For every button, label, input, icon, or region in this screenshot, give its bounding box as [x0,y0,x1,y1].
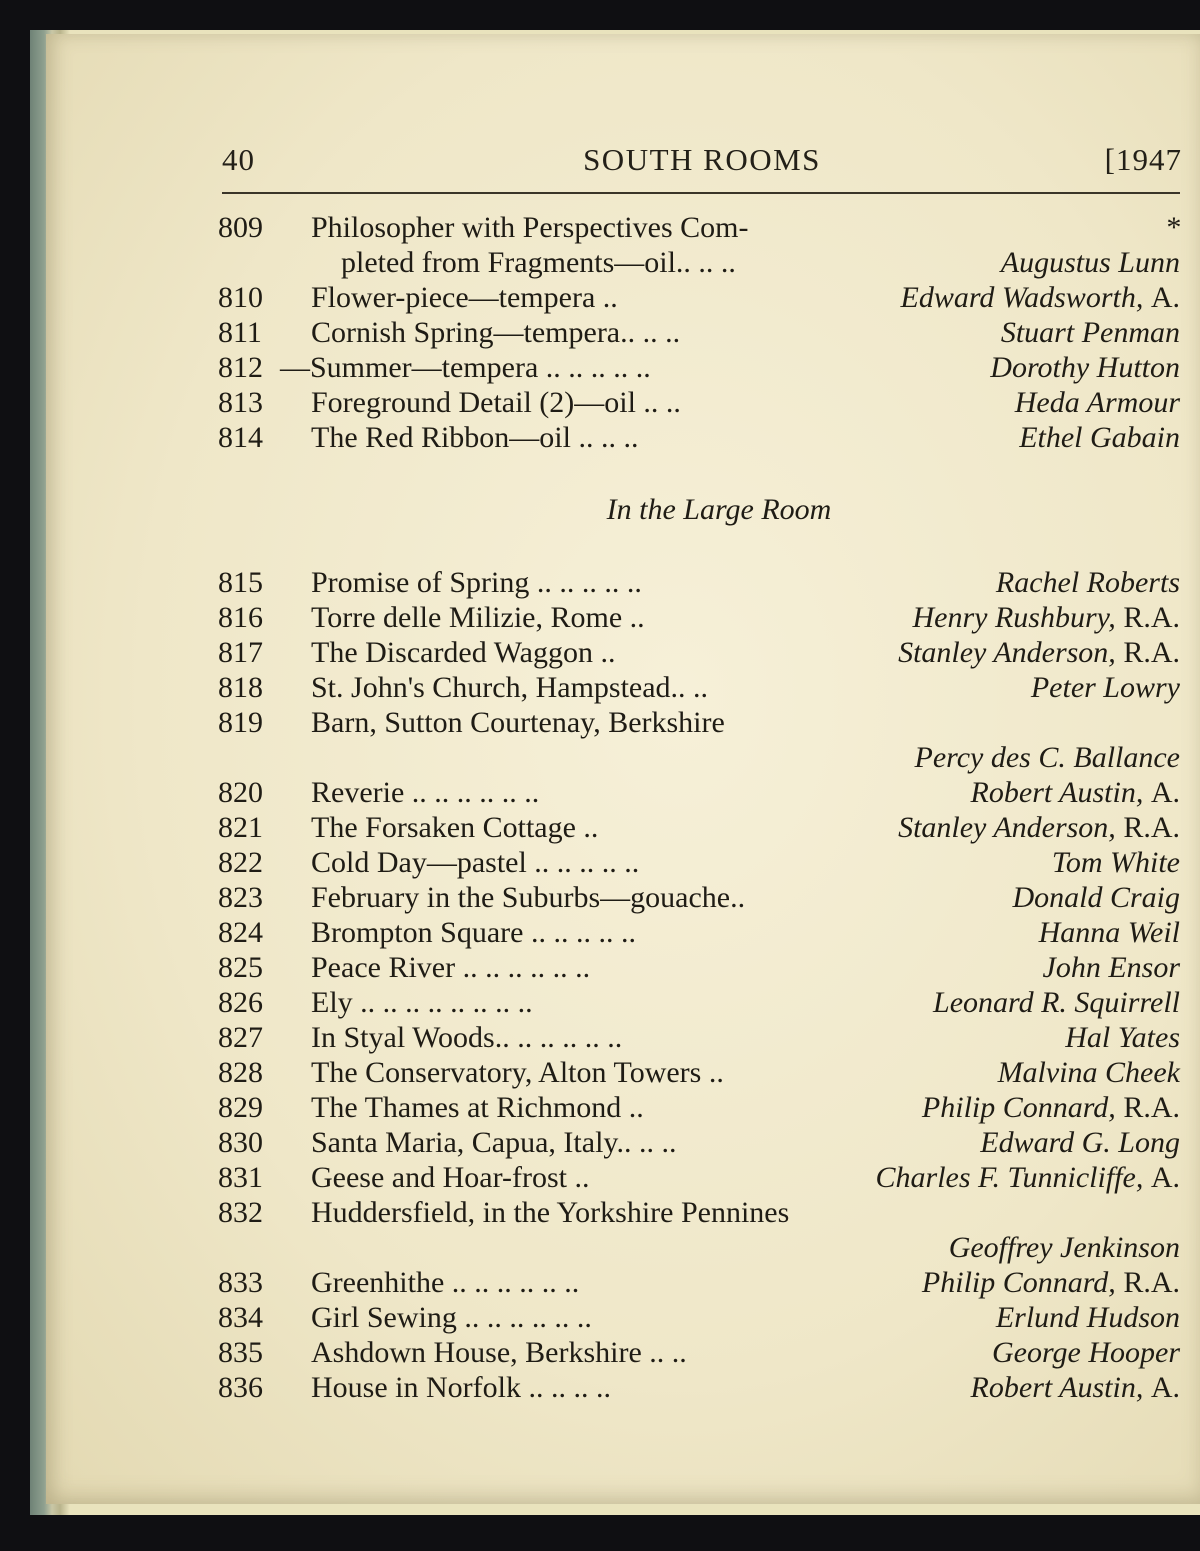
artist-name: Erlund Hudson [995,1301,1180,1334]
artist-rank: R.A. [1123,636,1180,669]
entry-title: Girl Sewing .. .. .. .. .. .. [311,1301,592,1334]
entry-artist [992,1335,1180,1370]
artist-name: Tom White [1051,846,1180,879]
entry-title: Peace River .. .. .. .. .. .. [311,951,591,984]
entry-artist [1165,210,1180,245]
entry-title: Flower-piece—tempera .. [311,281,618,314]
catalogue-entry [218,1370,1180,1405]
artist-name: Henry Rushbury, [912,601,1116,634]
entry-title: Santa Maria, Capua, Italy.. .. .. [311,1126,677,1159]
entry-artist [1015,385,1180,420]
entry-number: 809 [218,211,263,244]
artist-name: Peter Lowry [1030,671,1180,704]
entry-title: Greenhithe .. .. .. .. .. .. [311,1266,580,1299]
entry-title: The Conservatory, Alton Towers .. [311,1056,724,1089]
entry-number: 813 [218,386,263,419]
entry-artist [1039,915,1180,950]
entry-title: Brompton Square .. .. .. .. .. [311,916,636,949]
entry-title: The Thames at Richmond .. [311,1091,644,1124]
entry-title: February in the Suburbs—gouache.. [311,881,746,914]
entry-artist [898,810,1180,845]
catalogue-entry [218,740,1180,775]
entry-number: 821 [218,811,263,844]
entry-number: 827 [218,1021,263,1054]
artist-name: Rachel Roberts [995,566,1180,599]
entry-title: Torre delle Milizie, Rome .. [311,601,645,634]
catalogue-entry [218,635,1180,670]
page-header [222,142,1182,182]
catalogue-entry [218,705,1180,740]
catalogue-entry [218,1335,1180,1370]
entry-number: 816 [218,601,263,634]
catalogue-entry [218,880,1180,915]
entry-artist [996,1300,1180,1335]
entry-number: 818 [218,671,263,704]
entry-artist [1019,420,1180,455]
entry-artist [1001,245,1180,280]
entry-artist [922,1090,1180,1125]
artist-name: Leonard R. Squirrell [933,986,1180,1019]
entry-title: The Discarded Waggon .. [311,636,616,669]
artist-name: Hanna Weil [1038,916,1180,949]
catalogue-entry [218,950,1180,985]
artist-rank: R.A. [1123,811,1180,844]
catalogue-entry [218,1265,1180,1300]
artist-rank: A. [1150,1161,1180,1194]
entries-large-room [218,565,1180,1405]
artist-name: Geoffrey Jenkinson [948,1231,1180,1264]
entry-number: 830 [218,1126,263,1159]
entry-number: 825 [218,951,263,984]
artist-name: Dorothy Hutton [990,351,1180,384]
entry-title: Cold Day—pastel .. .. .. .. .. [311,846,640,879]
artist-name: Ethel Gabain [1019,421,1180,454]
catalogue-entry [218,1195,1180,1230]
entry-artist [933,985,1180,1020]
entry-artist [949,1230,1180,1265]
entries-south-rooms [218,210,1180,455]
artist-name: Edward Wadsworth, [900,281,1144,314]
entry-number: 834 [218,1301,263,1334]
entry-artist [971,1370,1180,1405]
artist-name: Percy des C. Ballance [914,741,1180,774]
catalogue-entry [218,600,1180,635]
catalogue-entry [218,420,1180,455]
entry-number: 817 [218,636,263,669]
artist-name: Hal Yates [1065,1021,1180,1054]
catalogue-entry [218,810,1180,845]
entry-artist [996,565,1180,600]
entry-artist [971,775,1180,810]
entry-artist [1012,880,1180,915]
entry-title: House in Norfolk .. .. .. .. [311,1371,611,1404]
entry-number: 819 [218,706,263,739]
catalogue-entry [218,845,1180,880]
artist-name: Malvina Cheek [997,1056,1180,1089]
artist-name: Edward G. Long [980,1126,1180,1159]
entry-number: 810 [218,281,263,314]
entry-number: 823 [218,881,263,914]
entry-title: The Forsaken Cottage .. [311,811,599,844]
entry-title: Philosopher with Perspectives Com- [311,211,749,244]
entry-artist [913,600,1181,635]
entry-title: Promise of Spring .. .. .. .. .. [311,566,642,599]
catalogue-entries [218,210,1180,1405]
entry-number: 824 [218,916,263,949]
entry-title: Geese and Hoar-frost .. [311,1161,590,1194]
entry-title: St. John's Church, Hampstead.. .. [311,671,709,704]
catalogue-entry [218,985,1180,1020]
artist-rank: A. [1150,776,1180,809]
entry-title: Ashdown House, Berkshire .. .. [311,1336,687,1369]
entry-number: 815 [218,566,263,599]
artist-name: Charles F. Tunnicliffe, [875,1161,1144,1194]
catalogue-entry [218,670,1180,705]
artist-rank: R.A. [1123,1266,1180,1299]
artist-name: Stanley Anderson, [898,811,1116,844]
entry-artist [1043,950,1181,985]
entry-number: 836 [218,1371,263,1404]
artist-rank: R.A. [1123,1091,1180,1124]
catalogue-entry [218,1090,1180,1125]
entry-number: 826 [218,986,263,1019]
catalogue-entry [218,775,1180,810]
artist-rank: A. [1150,1371,1180,1404]
entry-artist [876,1160,1180,1195]
artist-rank: A. [1150,281,1180,314]
entry-title: In Styal Woods.. .. .. .. .. .. [311,1021,623,1054]
catalogue-entry [218,915,1180,950]
artist-name: Donald Craig [1012,881,1180,914]
entry-number: 831 [218,1161,263,1194]
page-number: 40 [222,142,255,177]
entry-artist [922,1265,1180,1300]
catalogue-entry [218,1160,1180,1195]
entry-title: —Summer—tempera .. .. .. .. .. [280,351,651,384]
entry-number: 828 [218,1056,263,1089]
catalogue-entry [218,1300,1180,1335]
catalogue-entry [218,280,1180,315]
artist-rank: R.A. [1123,601,1180,634]
entry-number: 814 [218,421,263,454]
artist-name: Robert Austin, [970,1371,1144,1404]
entry-number: 812 [218,351,263,384]
entry-artist [1001,315,1180,350]
artist-name: Heda Armour [1014,386,1180,419]
entry-number: 832 [218,1196,263,1229]
page-title: SOUTH ROOMS [583,142,821,177]
artist-name: Robert Austin, [970,776,1144,809]
artist-name: Stanley Anderson, [898,636,1116,669]
artist-name: Augustus Lunn [1000,246,1180,279]
catalogue-entry [218,1230,1180,1265]
artist-name: * [1165,211,1180,244]
year-marker: [1947 [1104,142,1182,177]
entry-number: 829 [218,1091,263,1124]
entry-number: 822 [218,846,263,879]
entry-artist [998,1055,1180,1090]
catalogue-entry [218,1125,1180,1160]
catalogue-entry [218,210,1180,245]
entry-artist [980,1125,1180,1160]
catalogue-entry [218,245,1180,280]
entry-title: Huddersfield, in the Yorkshire Pennines [311,1196,790,1229]
artist-name: Philip Connard, [921,1266,1116,1299]
entry-title: Foreground Detail (2)—oil .. .. [311,386,681,419]
entry-artist [1031,670,1180,705]
entry-title: Reverie .. .. .. .. .. .. [311,776,540,809]
entry-artist [901,280,1181,315]
catalogue-entry [218,385,1180,420]
entry-artist [915,740,1180,775]
entry-number: 820 [218,776,263,809]
artist-name: John Ensor [1042,951,1180,984]
artist-name: Philip Connard, [921,1091,1116,1124]
catalogue-entry [218,1020,1180,1055]
catalogue-entry [218,1055,1180,1090]
entry-title: Ely .. .. .. .. .. .. .. .. [311,986,533,1019]
header-rule [222,192,1180,194]
entry-number: 833 [218,1266,263,1299]
catalogue-entry [218,315,1180,350]
section-heading: In the Large Room [606,493,832,526]
artist-name: George Hooper [991,1336,1180,1369]
entry-number: 811 [218,316,262,349]
entry-artist [990,350,1180,385]
entry-title: The Red Ribbon—oil .. .. .. [311,421,639,454]
entry-number: 835 [218,1336,263,1369]
entry-title: Barn, Sutton Courtenay, Berkshire [311,706,725,739]
artist-name: Stuart Penman [1000,316,1180,349]
entry-artist [898,635,1180,670]
entry-artist [1052,845,1180,880]
catalogue-entry [218,565,1180,600]
entry-title: Cornish Spring—tempera.. .. .. [311,316,681,349]
entry-artist [1065,1020,1180,1055]
entry-title: pleted from Fragments—oil.. .. .. [341,246,736,279]
catalogue-entry [218,350,1180,385]
